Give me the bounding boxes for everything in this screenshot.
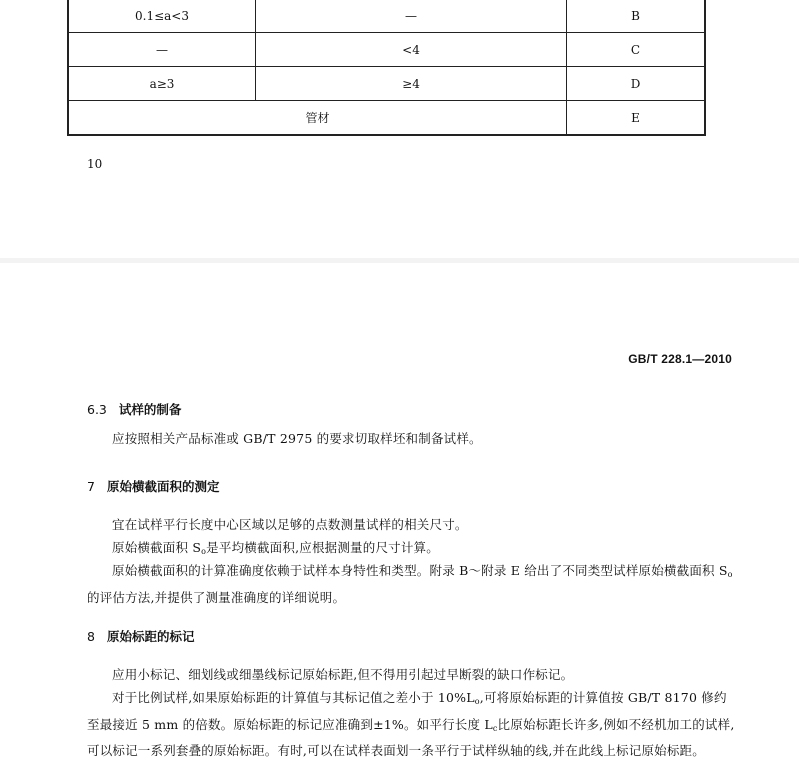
table-cell: a≥3 — [68, 67, 256, 101]
text-run: 比原始标距长许多,例如不经机加工的试样,可以标记一系列套叠的原始标距。有时,可以在试样表面划一条平行于试样纵轴的线,并在此线上标记原始标距。 — [87, 716, 735, 758]
subscript: o — [201, 547, 207, 556]
section-7-paragraph-1: 宜在试样平行长度中心区域以足够的点数测量试样的相关尺寸。 — [112, 517, 468, 532]
text-run: 原始横截面积的计算准确度依赖于试样本身特性和类型。附录 B～附录 E 给出了不同类型试样原始横截面积 S — [112, 563, 728, 578]
text-run: 的评估方法,并提供了测量准确度的详细说明。 — [87, 589, 346, 605]
table-cell: — — [68, 33, 256, 67]
table-cell-merged: 管材 — [68, 101, 567, 136]
table-row — [68, 33, 705, 67]
table-cell: 0.1≤a<3 — [68, 0, 256, 33]
section-number: 8 — [87, 629, 95, 644]
section-title: 原始横截面积的测定 — [106, 479, 220, 494]
table-cell: E — [567, 101, 706, 136]
section-7-heading — [87, 477, 219, 495]
section-8-heading — [87, 627, 194, 645]
section-title: 试样的制备 — [118, 402, 182, 417]
table-row — [68, 67, 705, 101]
specimen-type-table — [67, 0, 706, 136]
table-cell: ≥4 — [256, 67, 567, 101]
table-cell: — — [256, 0, 567, 33]
section-6-3-heading — [87, 400, 181, 418]
subscript: o — [474, 697, 480, 706]
section-number: 6.3 — [87, 402, 107, 417]
table-cell: <4 — [256, 33, 567, 67]
table-cell: D — [567, 67, 706, 101]
subscript: c — [492, 723, 498, 733]
section-title: 原始标距的标记 — [106, 629, 195, 644]
section-8-paragraph-2 — [87, 687, 737, 763]
page-number: 10 — [87, 157, 103, 171]
text-run: 原始横截面积 S — [112, 540, 202, 555]
section-number: 7 — [87, 479, 95, 494]
section-7-paragraph-3 — [87, 560, 737, 609]
table-row — [68, 0, 705, 33]
upper-page — [0, 0, 799, 258]
text-run: 对于比例试样,如果原始标距的计算值与其标记值之差小于 10%L — [112, 690, 475, 705]
table-cell: C — [567, 33, 706, 67]
text-run: ,可将原始标距的计算值按 GB/T 8170 修约至最接近 5 mm 的倍数。原始标距的标记应准确到±1%。如平行长度 L — [87, 690, 727, 732]
table-row — [68, 101, 705, 136]
section-8-paragraph-1: 应用小标记、细划线或细墨线标记原始标距,但不得用引起过早断裂的缺口作标记。 — [112, 667, 574, 682]
subscript: o — [727, 570, 733, 579]
standard-code-header: GB/T 228.1—2010 — [628, 352, 732, 366]
text-run: 是平均横截面积,应根据测量的尺寸计算。 — [206, 540, 439, 555]
section-6-3-paragraph: 应按照相关产品标准或 GB/T 2975 的要求切取样坯和制备试样。 — [112, 431, 482, 446]
table-cell: B — [567, 0, 706, 33]
